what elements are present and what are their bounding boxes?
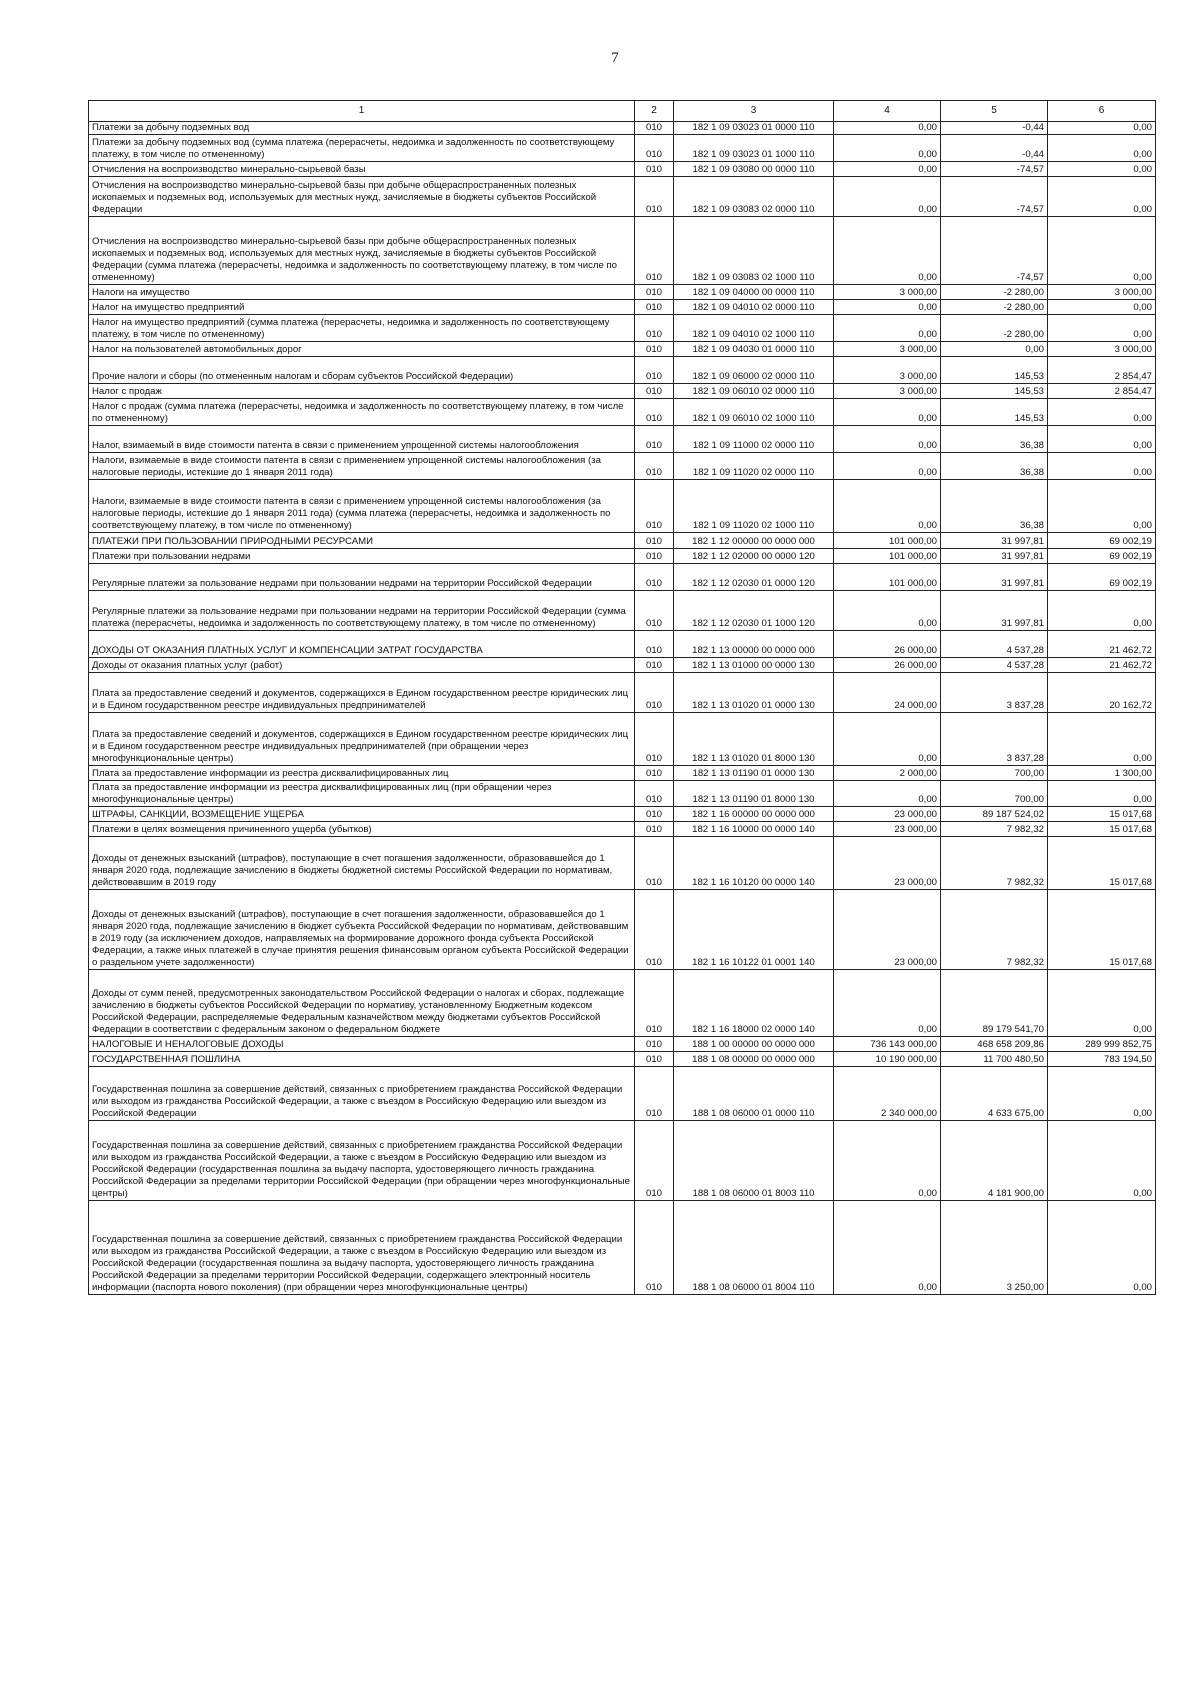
row-name: Плата за предоставление информации из реестра дисквалифицированных лиц [89,766,635,781]
row-value-col5: 468 658 209,86 [941,1037,1048,1052]
row-value-col6: 0,00 [1048,591,1156,631]
row-line-code: 010 [635,399,674,426]
row-budget-code: 188 1 08 00000 00 0000 000 [674,1052,834,1067]
row-value-col6: 0,00 [1048,713,1156,766]
row-budget-code: 182 1 16 10000 00 0000 140 [674,822,834,837]
table-row [89,591,1156,631]
row-name: Государственная пошлина за совершение действий, связанных с приобретением гражданства Российской Федерации или выходом из гражданства Российской Федерации, а также с въездом в Российскую Федерацию или выездом из Российской Федерации (государственная пошлина за выдачу паспорта, удостоверяющего личность гражданина Российской Федерации за пределами территории Российской Федерации (при обращении через многофункциональные центры) [89,1121,635,1201]
row-value-col4: 0,00 [834,217,941,285]
row-value-col6: 69 002,19 [1048,549,1156,564]
row-value-col6: 289 999 852,75 [1048,1037,1156,1052]
row-name: Налог, взимаемый в виде стоимости патента в связи с применением упрощенной системы налогообложения [89,426,635,453]
row-value-col6: 0,00 [1048,162,1156,177]
row-value-col4: 101 000,00 [834,549,941,564]
row-line-code: 010 [635,822,674,837]
row-line-code: 010 [635,890,674,970]
row-name: Налоги на имущество [89,285,635,300]
table-row [89,342,1156,357]
column-header-6: 6 [1048,101,1156,122]
table-row [89,564,1156,591]
row-value-col5: 145,53 [941,384,1048,399]
row-budget-code: 182 1 09 03083 02 0000 110 [674,177,834,217]
row-budget-code: 182 1 13 00000 00 0000 000 [674,631,834,658]
row-budget-code: 182 1 13 01020 01 8000 130 [674,713,834,766]
row-line-code: 010 [635,426,674,453]
row-value-col4: 0,00 [834,1121,941,1201]
row-value-col6: 0,00 [1048,453,1156,480]
row-value-col5: -2 280,00 [941,300,1048,315]
table-row [89,122,1156,135]
row-line-code: 010 [635,837,674,890]
row-value-col6: 0,00 [1048,177,1156,217]
row-name: Доходы от денежных взысканий (штрафов), поступающие в счет погашения задолженности, образовавшейся до 1 января 2020 года, подлежащие зачислению в бюджет субъекта Российской Федерации по нормативам, действовавшим в 2019 году (за исключением доходов, направляемых на формирование дорожного фонда субъекта Российской Федерации, а также иных платежей в случае принятия решения финансовым органом субъекта Российской Федерации о раздельном учете задолженности) [89,890,635,970]
row-value-col6: 21 462,72 [1048,631,1156,658]
row-value-col5: 145,53 [941,399,1048,426]
row-value-col5: 11 700 480,50 [941,1052,1048,1067]
row-budget-code: 182 1 09 03023 01 0000 110 [674,122,834,135]
row-value-col4: 23 000,00 [834,807,941,822]
row-value-col5: -74,57 [941,162,1048,177]
row-budget-code: 188 1 08 06000 01 8003 110 [674,1121,834,1201]
table-row [89,1201,1156,1295]
row-value-col4: 736 143 000,00 [834,1037,941,1052]
table-row [89,533,1156,549]
table-row [89,549,1156,564]
row-line-code: 010 [635,217,674,285]
row-value-col6: 0,00 [1048,135,1156,162]
revenue-table [88,100,1156,1295]
row-name: Отчисления на воспроизводство минерально-сырьевой базы при добыче общераспространенных полезных ископаемых и подземных вод, используемых для местных нужд, зачисляемые в бюджеты субъектов Российской Федерации [89,177,635,217]
column-header-3: 3 [674,101,834,122]
table-row [89,658,1156,673]
row-line-code: 010 [635,631,674,658]
row-budget-code: 182 1 09 04000 00 0000 110 [674,285,834,300]
row-value-col6: 15 017,68 [1048,837,1156,890]
row-value-col6: 15 017,68 [1048,822,1156,837]
row-name: Платежи в целях возмещения причиненного ущерба (убытков) [89,822,635,837]
column-header-2: 2 [635,101,674,122]
row-value-col5: 700,00 [941,766,1048,781]
row-value-col6: 0,00 [1048,781,1156,807]
table-row [89,480,1156,533]
row-budget-code: 182 1 09 03080 00 0000 110 [674,162,834,177]
table-row [89,399,1156,426]
row-value-col4: 101 000,00 [834,533,941,549]
row-value-col6: 3 000,00 [1048,285,1156,300]
row-value-col4: 0,00 [834,591,941,631]
row-line-code: 010 [635,766,674,781]
table-row [89,135,1156,162]
row-value-col4: 0,00 [834,426,941,453]
row-line-code: 010 [635,673,674,713]
row-name: Плата за предоставление сведений и документов, содержащихся в Едином государственном реестре юридических лиц и в Едином государственном реестре индивидуальных предпринимателей [89,673,635,713]
row-value-col5: 31 997,81 [941,564,1048,591]
row-value-col6: 1 300,00 [1048,766,1156,781]
row-value-col6: 0,00 [1048,315,1156,342]
row-line-code: 010 [635,384,674,399]
row-budget-code: 182 1 09 11020 02 1000 110 [674,480,834,533]
row-value-col5: 36,38 [941,453,1048,480]
table-row [89,177,1156,217]
row-budget-code: 182 1 13 01020 01 0000 130 [674,673,834,713]
table-row [89,453,1156,480]
row-value-col4: 10 190 000,00 [834,1052,941,1067]
table-row [89,807,1156,822]
row-budget-code: 182 1 09 04030 01 0000 110 [674,342,834,357]
row-value-col6: 0,00 [1048,122,1156,135]
row-budget-code: 188 1 08 06000 01 0000 110 [674,1067,834,1121]
row-value-col4: 0,00 [834,713,941,766]
row-value-col6: 69 002,19 [1048,533,1156,549]
row-budget-code: 182 1 12 02030 01 0000 120 [674,564,834,591]
row-budget-code: 182 1 13 01190 01 8000 130 [674,781,834,807]
row-value-col4: 0,00 [834,399,941,426]
row-line-code: 010 [635,1067,674,1121]
row-value-col5: 4 181 900,00 [941,1121,1048,1201]
row-value-col4: 0,00 [834,781,941,807]
row-line-code: 010 [635,122,674,135]
row-name: Налог с продаж [89,384,635,399]
table-row [89,1052,1156,1067]
row-value-col6: 2 854,47 [1048,384,1156,399]
row-line-code: 010 [635,162,674,177]
row-value-col4: 0,00 [834,177,941,217]
row-budget-code: 182 1 09 11000 02 0000 110 [674,426,834,453]
table-row [89,822,1156,837]
row-value-col6: 0,00 [1048,480,1156,533]
row-budget-code: 182 1 09 11020 02 0000 110 [674,453,834,480]
row-value-col4: 3 000,00 [834,342,941,357]
table-row [89,162,1156,177]
row-value-col4: 0,00 [834,315,941,342]
row-name: Налоги, взимаемые в виде стоимости патента в связи с применением упрощенной системы налогообложения (за налоговые периоды, истекшие до 1 января 2011 года) (сумма платежа (перерасчеты, недоимка и задолженность по соответствующему платежу, в том числе по отмененному) [89,480,635,533]
row-line-code: 010 [635,533,674,549]
column-header-4: 4 [834,101,941,122]
row-budget-code: 182 1 09 04010 02 0000 110 [674,300,834,315]
row-name: ГОСУДАРСТВЕННАЯ ПОШЛИНА [89,1052,635,1067]
row-value-col5: -74,57 [941,177,1048,217]
row-value-col5: 145,53 [941,357,1048,384]
row-name: ПЛАТЕЖИ ПРИ ПОЛЬЗОВАНИИ ПРИРОДНЫМИ РЕСУРСАМИ [89,533,635,549]
row-line-code: 010 [635,549,674,564]
row-line-code: 010 [635,315,674,342]
row-value-col6: 0,00 [1048,1067,1156,1121]
row-value-col6: 20 162,72 [1048,673,1156,713]
row-value-col4: 101 000,00 [834,564,941,591]
row-value-col6: 0,00 [1048,217,1156,285]
row-budget-code: 182 1 09 06010 02 0000 110 [674,384,834,399]
row-budget-code: 188 1 00 00000 00 0000 000 [674,1037,834,1052]
row-value-col4: 3 000,00 [834,285,941,300]
row-name: Прочие налоги и сборы (по отмененным налогам и сборам субъектов Российской Федерации) [89,357,635,384]
row-value-col5: 0,00 [941,342,1048,357]
row-value-col5: 31 997,81 [941,549,1048,564]
row-name: Налог на имущество предприятий (сумма платежа (перерасчеты, недоимка и задолженность по соответствующему платежу, в том числе по отмененному) [89,315,635,342]
row-value-col5: 89 187 524,02 [941,807,1048,822]
row-value-col5: -2 280,00 [941,315,1048,342]
row-value-col4: 0,00 [834,1201,941,1295]
row-name: НАЛОГОВЫЕ И НЕНАЛОГОВЫЕ ДОХОДЫ [89,1037,635,1052]
table-row [89,357,1156,384]
table-row [89,631,1156,658]
row-value-col6: 0,00 [1048,970,1156,1037]
row-value-col5: 7 982,32 [941,837,1048,890]
row-name: Доходы от сумм пеней, предусмотренных законодательством Российской Федерации о налогах и сборах, подлежащие зачислению в бюджеты субъектов Российской Федерации по нормативу, установленному Бюджетным кодексом Российской Федерации, распределяемые Федеральным казначейством между бюджетами субъектов Российской Федерации в соответствии с федеральным законом о федеральном бюджете [89,970,635,1037]
table-row [89,766,1156,781]
row-value-col5: 31 997,81 [941,591,1048,631]
row-value-col4: 23 000,00 [834,822,941,837]
row-name: ШТРАФЫ, САНКЦИИ, ВОЗМЕЩЕНИЕ УЩЕРБА [89,807,635,822]
table-header-row [89,101,1156,122]
row-name: Плата за предоставление сведений и документов, содержащихся в Едином государственном реестре юридических лиц и в Едином государственном реестре индивидуальных предпринимателей (при обращении через многофункциональные центры) [89,713,635,766]
row-line-code: 010 [635,1121,674,1201]
row-value-col4: 26 000,00 [834,658,941,673]
row-name: Налог на пользователей автомобильных дорог [89,342,635,357]
table-row [89,384,1156,399]
row-name: Государственная пошлина за совершение действий, связанных с приобретением гражданства Российской Федерации или выходом из гражданства Российской Федерации, а также с въездом в Российскую Федерацию или выездом из Российской Федерации (государственная пошлина за выдачу паспорта, удостоверяющего личность гражданина Российской Федерации за пределами территории Российской Федерации, содержащего электронный носитель информации (паспорта нового поколения) (при обращении через многофункциональные центры) [89,1201,635,1295]
row-name: Налог на имущество предприятий [89,300,635,315]
row-name: Отчисления на воспроизводство минерально-сырьевой базы [89,162,635,177]
row-value-col5: 7 982,32 [941,822,1048,837]
row-value-col4: 2 000,00 [834,766,941,781]
row-value-col6: 2 854,47 [1048,357,1156,384]
row-value-col4: 23 000,00 [834,890,941,970]
row-budget-code: 182 1 09 06010 02 1000 110 [674,399,834,426]
table-row [89,1121,1156,1201]
row-value-col4: 24 000,00 [834,673,941,713]
table-row [89,426,1156,453]
row-line-code: 010 [635,591,674,631]
table-row [89,781,1156,807]
row-value-col4: 0,00 [834,970,941,1037]
row-line-code: 010 [635,807,674,822]
row-line-code: 010 [635,285,674,300]
row-budget-code: 182 1 12 00000 00 0000 000 [674,533,834,549]
table-row [89,1067,1156,1121]
row-value-col5: -0,44 [941,135,1048,162]
row-value-col5: 89 179 541,70 [941,970,1048,1037]
row-name: Платежи за добычу подземных вод [89,122,635,135]
row-value-col4: 2 340 000,00 [834,1067,941,1121]
row-value-col4: 0,00 [834,122,941,135]
row-budget-code: 182 1 12 02000 00 0000 120 [674,549,834,564]
row-line-code: 010 [635,357,674,384]
row-budget-code: 182 1 12 02030 01 1000 120 [674,591,834,631]
row-line-code: 010 [635,480,674,533]
row-budget-code: 182 1 16 10120 00 0000 140 [674,837,834,890]
row-name: Плата за предоставление информации из реестра дисквалифицированных лиц (при обращении через многофункциональные центры) [89,781,635,807]
row-line-code: 010 [635,564,674,591]
row-budget-code: 182 1 13 01000 00 0000 130 [674,658,834,673]
row-value-col5: 4 633 675,00 [941,1067,1048,1121]
row-name: Регулярные платежи за пользование недрами при пользовании недрами на территории Российской Федерации [89,564,635,591]
row-budget-code: 182 1 16 00000 00 0000 000 [674,807,834,822]
row-value-col5: 7 982,32 [941,890,1048,970]
row-value-col5: 4 537,28 [941,658,1048,673]
row-value-col5: -0,44 [941,122,1048,135]
row-name: Государственная пошлина за совершение действий, связанных с приобретением гражданства Российской Федерации или выходом из гражданства Российской Федерации, а также с въездом в Российскую Федерацию или выездом из Российской Федерации [89,1067,635,1121]
row-value-col5: -2 280,00 [941,285,1048,300]
row-value-col4: 0,00 [834,135,941,162]
row-value-col6: 15 017,68 [1048,807,1156,822]
row-budget-code: 182 1 13 01190 01 0000 130 [674,766,834,781]
row-value-col4: 0,00 [834,300,941,315]
row-budget-code: 182 1 09 03083 02 1000 110 [674,217,834,285]
row-line-code: 010 [635,781,674,807]
row-line-code: 010 [635,300,674,315]
row-value-col6: 0,00 [1048,300,1156,315]
table-row [89,285,1156,300]
row-value-col6: 3 000,00 [1048,342,1156,357]
row-name: Доходы от денежных взысканий (штрафов), поступающие в счет погашения задолженности, образовавшейся до 1 января 2020 года, подлежащие зачислению в бюджеты бюджетной системы Российской Федерации по нормативам, действовавшим в 2019 году [89,837,635,890]
table-row [89,890,1156,970]
column-header-5: 5 [941,101,1048,122]
row-line-code: 010 [635,453,674,480]
row-line-code: 010 [635,135,674,162]
row-value-col6: 15 017,68 [1048,890,1156,970]
table-row [89,970,1156,1037]
row-budget-code: 188 1 08 06000 01 8004 110 [674,1201,834,1295]
table-row [89,1037,1156,1052]
row-value-col4: 26 000,00 [834,631,941,658]
row-value-col4: 0,00 [834,162,941,177]
column-header-1: 1 [89,101,635,122]
row-value-col4: 0,00 [834,480,941,533]
row-line-code: 010 [635,713,674,766]
row-value-col4: 3 000,00 [834,357,941,384]
row-budget-code: 182 1 09 04010 02 1000 110 [674,315,834,342]
table-row [89,315,1156,342]
row-value-col6: 783 194,50 [1048,1052,1156,1067]
row-name: Отчисления на воспроизводство минерально-сырьевой базы при добыче общераспространенных полезных ископаемых и подземных вод, используемых для местных нужд, зачисляемые в бюджеты субъектов Российской Федерации (сумма платежа (перерасчеты, недоимка и задолженность по соответствующему платежу, в том числе по отмененному) [89,217,635,285]
row-value-col5: 3 837,28 [941,673,1048,713]
row-value-col5: 700,00 [941,781,1048,807]
row-value-col5: 4 537,28 [941,631,1048,658]
page-number: 7 [611,50,619,66]
row-name: Регулярные платежи за пользование недрами при пользовании недрами на территории Российской Федерации (сумма платежа (перерасчеты, недоимка и задолженность по соответствующему платежу, в том числе по отмененному) [89,591,635,631]
row-value-col4: 23 000,00 [834,837,941,890]
row-value-col5: 36,38 [941,426,1048,453]
row-name: Налоги, взимаемые в виде стоимости патента в связи с применением упрощенной системы налогообложения (за налоговые периоды, истекшие до 1 января 2011 года) [89,453,635,480]
row-budget-code: 182 1 09 06000 02 0000 110 [674,357,834,384]
row-value-col6: 0,00 [1048,426,1156,453]
table-row [89,300,1156,315]
row-value-col5: 36,38 [941,480,1048,533]
row-name: Доходы от оказания платных услуг (работ) [89,658,635,673]
row-value-col6: 69 002,19 [1048,564,1156,591]
table-row [89,837,1156,890]
row-value-col4: 3 000,00 [834,384,941,399]
row-name: Платежи при пользовании недрами [89,549,635,564]
row-budget-code: 182 1 16 10122 01 0001 140 [674,890,834,970]
row-value-col6: 0,00 [1048,1121,1156,1201]
row-value-col5: 3 837,28 [941,713,1048,766]
row-line-code: 010 [635,1052,674,1067]
row-line-code: 010 [635,1037,674,1052]
row-value-col4: 0,00 [834,453,941,480]
row-value-col6: 0,00 [1048,399,1156,426]
row-line-code: 010 [635,177,674,217]
row-value-col6: 0,00 [1048,1201,1156,1295]
row-name: Платежи за добычу подземных вод (сумма платежа (перерасчеты, недоимка и задолженность по соответствующему платежу, в том числе по отмененному) [89,135,635,162]
row-value-col6: 21 462,72 [1048,658,1156,673]
row-line-code: 010 [635,1201,674,1295]
row-line-code: 010 [635,342,674,357]
row-budget-code: 182 1 09 03023 01 1000 110 [674,135,834,162]
row-name: ДОХОДЫ ОТ ОКАЗАНИЯ ПЛАТНЫХ УСЛУГ И КОМПЕНСАЦИИ ЗАТРАТ ГОСУДАРСТВА [89,631,635,658]
row-line-code: 010 [635,970,674,1037]
row-budget-code: 182 1 16 18000 02 0000 140 [674,970,834,1037]
row-value-col5: -74,57 [941,217,1048,285]
row-value-col5: 31 997,81 [941,533,1048,549]
row-value-col5: 3 250,00 [941,1201,1048,1295]
row-line-code: 010 [635,658,674,673]
row-name: Налог с продаж (сумма платежа (перерасчеты, недоимка и задолженность по соответствующему платежу, в том числе по отмененному) [89,399,635,426]
table-row [89,673,1156,713]
table-row [89,217,1156,285]
table-row [89,713,1156,766]
